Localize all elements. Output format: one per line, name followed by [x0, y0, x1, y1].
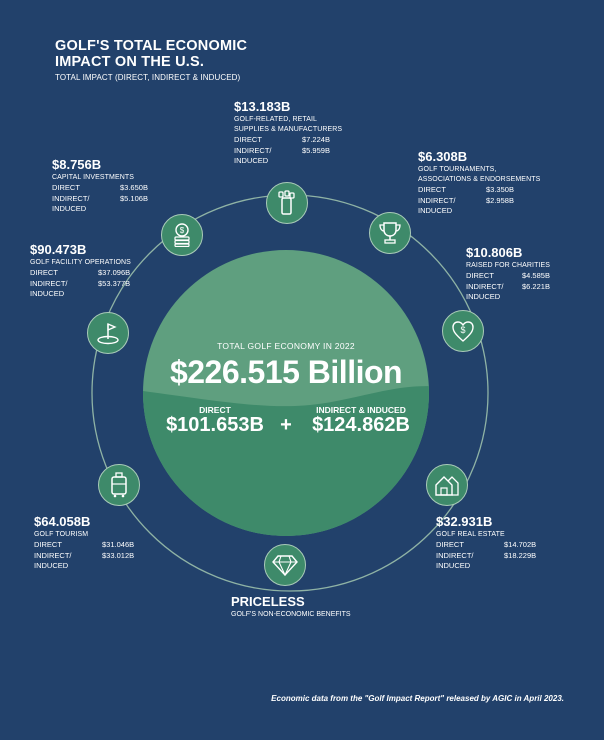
- segment-charities-indirect-key: INDIRECT/: [466, 281, 504, 291]
- houses-icon: [426, 464, 468, 506]
- segment-retail-direct-key: DIRECT: [234, 135, 262, 144]
- segment-retail-indirect-key: INDIRECT/: [234, 145, 272, 155]
- segment-charities-label: RAISED FOR CHARITIES: [466, 262, 551, 269]
- segment-tournaments: [418, 149, 540, 217]
- segment-charities-induced-key: INDUCED: [466, 292, 501, 301]
- segment-tournaments-induced-key: INDUCED: [418, 206, 453, 215]
- segment-tournaments-amount: $6.308B: [418, 149, 468, 164]
- svg-text:$: $: [179, 226, 185, 235]
- luggage-icon: [98, 464, 140, 506]
- segment-realestate-amount: $32.931B: [436, 514, 493, 529]
- center-direct-label: DIRECT: [199, 405, 231, 415]
- segment-tourism-label: GOLF TOURISM: [34, 531, 89, 538]
- segment-capital-direct-key: DIRECT: [52, 183, 80, 192]
- diamond-icon: [264, 544, 306, 586]
- segment-retail-label-1: GOLF-RELATED, RETAIL: [234, 116, 318, 123]
- segment-capital-induced-key: INDUCED: [52, 204, 87, 213]
- center-total: $226.515 Billion: [169, 354, 403, 390]
- segment-retail-induced-key: INDUCED: [234, 156, 269, 165]
- segment-capital-indirect-key: INDIRECT/: [52, 193, 90, 203]
- segment-realestate-indirect-key: INDIRECT/: [436, 550, 474, 560]
- segment-capital-direct-value: $3.650B: [120, 183, 148, 192]
- segment-priceless: [231, 594, 351, 620]
- hole-flag-icon: [87, 312, 129, 354]
- center-plus: +: [280, 414, 292, 436]
- segment-tourism-direct-value: $31.046B: [102, 540, 135, 549]
- segment-facility-indirect-key: INDIRECT/: [30, 278, 68, 288]
- segment-realestate-label: GOLF REAL ESTATE: [436, 531, 505, 538]
- segment-tourism-amount: $64.058B: [34, 514, 91, 529]
- segment-capital-label: CAPITAL INVESTMENTS: [52, 174, 135, 181]
- segment-tourism: [34, 514, 134, 572]
- segment-realestate-indirect-value: $18.229B: [504, 550, 537, 560]
- segment-realestate-direct-key: DIRECT: [436, 540, 464, 549]
- segment-charities-direct-key: DIRECT: [466, 271, 494, 280]
- center-direct-value: $101.653B: [166, 414, 264, 436]
- segment-charities-indirect-value: $6.221B: [522, 281, 550, 291]
- center-indirect-label: INDIRECT & INDUCED: [316, 405, 406, 415]
- segment-charities-amount: $10.806B: [466, 245, 523, 260]
- segment-capital-amount: $8.756B: [52, 157, 102, 172]
- segment-charities: [466, 245, 550, 303]
- segment-tourism-indirect-key: INDIRECT/: [34, 550, 72, 560]
- segment-retail-amount: $13.183B: [234, 99, 291, 114]
- segment-tournaments-indirect-value: $2.958B: [486, 195, 514, 205]
- title-line-1: GOLF'S TOTAL ECONOMIC: [55, 38, 248, 54]
- segment-tourism-induced-key: INDUCED: [34, 561, 69, 570]
- segment-capital-indirect-value: $5.106B: [120, 193, 148, 203]
- segment-tournaments-direct-value: $3.350B: [486, 185, 514, 194]
- golf-bag-icon: [266, 182, 308, 224]
- svg-text:$: $: [460, 325, 466, 335]
- segment-retail-label-2: SUPPLIES & MANUFACTURERS: [234, 126, 343, 133]
- center-label: TOTAL GOLF ECONOMY IN 2022: [217, 341, 355, 351]
- segment-tournaments-direct-key: DIRECT: [418, 185, 446, 194]
- segment-capital: [52, 157, 148, 215]
- segment-tournaments-label-2: ASSOCIATIONS & ENDORSEMENTS: [418, 176, 541, 183]
- segment-tourism-direct-key: DIRECT: [34, 540, 62, 549]
- segment-realestate-direct-value: $14.702B: [504, 540, 537, 549]
- segment-tournaments-indirect-key: INDIRECT/: [418, 195, 456, 205]
- trophy-icon: [369, 212, 411, 254]
- coins-icon: [161, 214, 203, 256]
- segment-facility-indirect-value: $53.377B: [98, 278, 131, 288]
- heart-dollar-icon: [442, 310, 484, 352]
- segment-priceless-title: PRICELESS: [231, 594, 305, 609]
- segment-tourism-indirect-value: $33.012B: [102, 550, 135, 560]
- segment-facility-label: GOLF FACILITY OPERATIONS: [30, 259, 131, 266]
- segment-retail-indirect-value: $5.959B: [302, 145, 330, 155]
- segment-priceless-label: GOLF'S NON-ECONOMIC BENEFITS: [231, 611, 351, 618]
- segment-charities-direct-value: $4.585B: [522, 271, 550, 280]
- segment-facility-amount: $90.473B: [30, 242, 87, 257]
- segment-retail-direct-value: $7.224B: [302, 135, 330, 144]
- segment-tournaments-label-1: GOLF TOURNAMENTS,: [418, 166, 497, 173]
- segment-facility-induced-key: INDUCED: [30, 289, 65, 298]
- segment-facility: [30, 242, 131, 300]
- segment-facility-direct-value: $37.096B: [98, 268, 131, 277]
- segment-retail: [234, 99, 342, 167]
- title-line-2: IMPACT ON THE U.S.: [55, 54, 205, 70]
- page-subtitle: TOTAL IMPACT (DIRECT, INDIRECT & INDUCED): [55, 73, 241, 82]
- center-indirect-value: $124.862B: [312, 414, 410, 436]
- footer-note: Economic data from the "Golf Impact Report" released by AGIC in April 2023.: [271, 694, 564, 703]
- segment-realestate: [436, 514, 536, 572]
- segment-realestate-induced-key: INDUCED: [436, 561, 471, 570]
- segment-facility-direct-key: DIRECT: [30, 268, 58, 277]
